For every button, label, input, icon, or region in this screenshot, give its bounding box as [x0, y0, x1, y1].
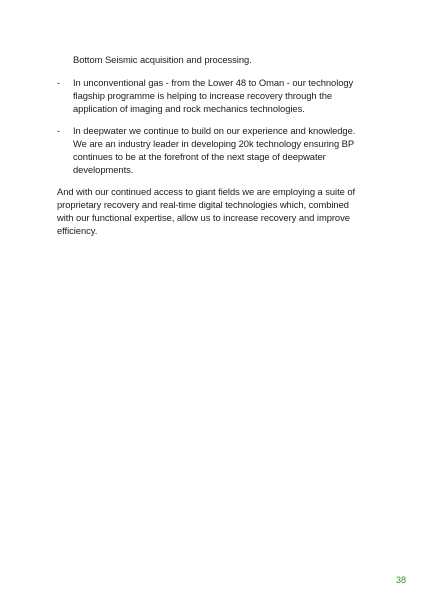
- page-number: 38: [395, 575, 406, 585]
- bullet-dash: -: [57, 77, 61, 88]
- bullet-item-unconventional-gas: [57, 76, 367, 115]
- body-text: [57, 53, 367, 237]
- bullet-item-deepwater: [57, 124, 367, 176]
- bullet-text: In deepwater we continue to build on our experience and knowledge. We are an industry leader in developing 20k technology ensuring BP continues to be at the forefront of the next stage of deepwater developments.: [73, 125, 356, 175]
- bullet-text: In unconventional gas - from the Lower 48 to Oman - our technology flagship programme is helping to increase recovery through the application of imaging and rock mechanics technologies.: [73, 77, 354, 114]
- continued-bullet-text: Bottom Seismic acquisition and processing.: [73, 54, 252, 65]
- bullet-dash: -: [57, 125, 61, 136]
- closing-paragraph: And with our continued access to giant fields we are employing a suite of proprietary recovery and real-time digital technologies which, combined with our functional expertise, allow us to increase recovery and improve efficiency.: [57, 186, 356, 236]
